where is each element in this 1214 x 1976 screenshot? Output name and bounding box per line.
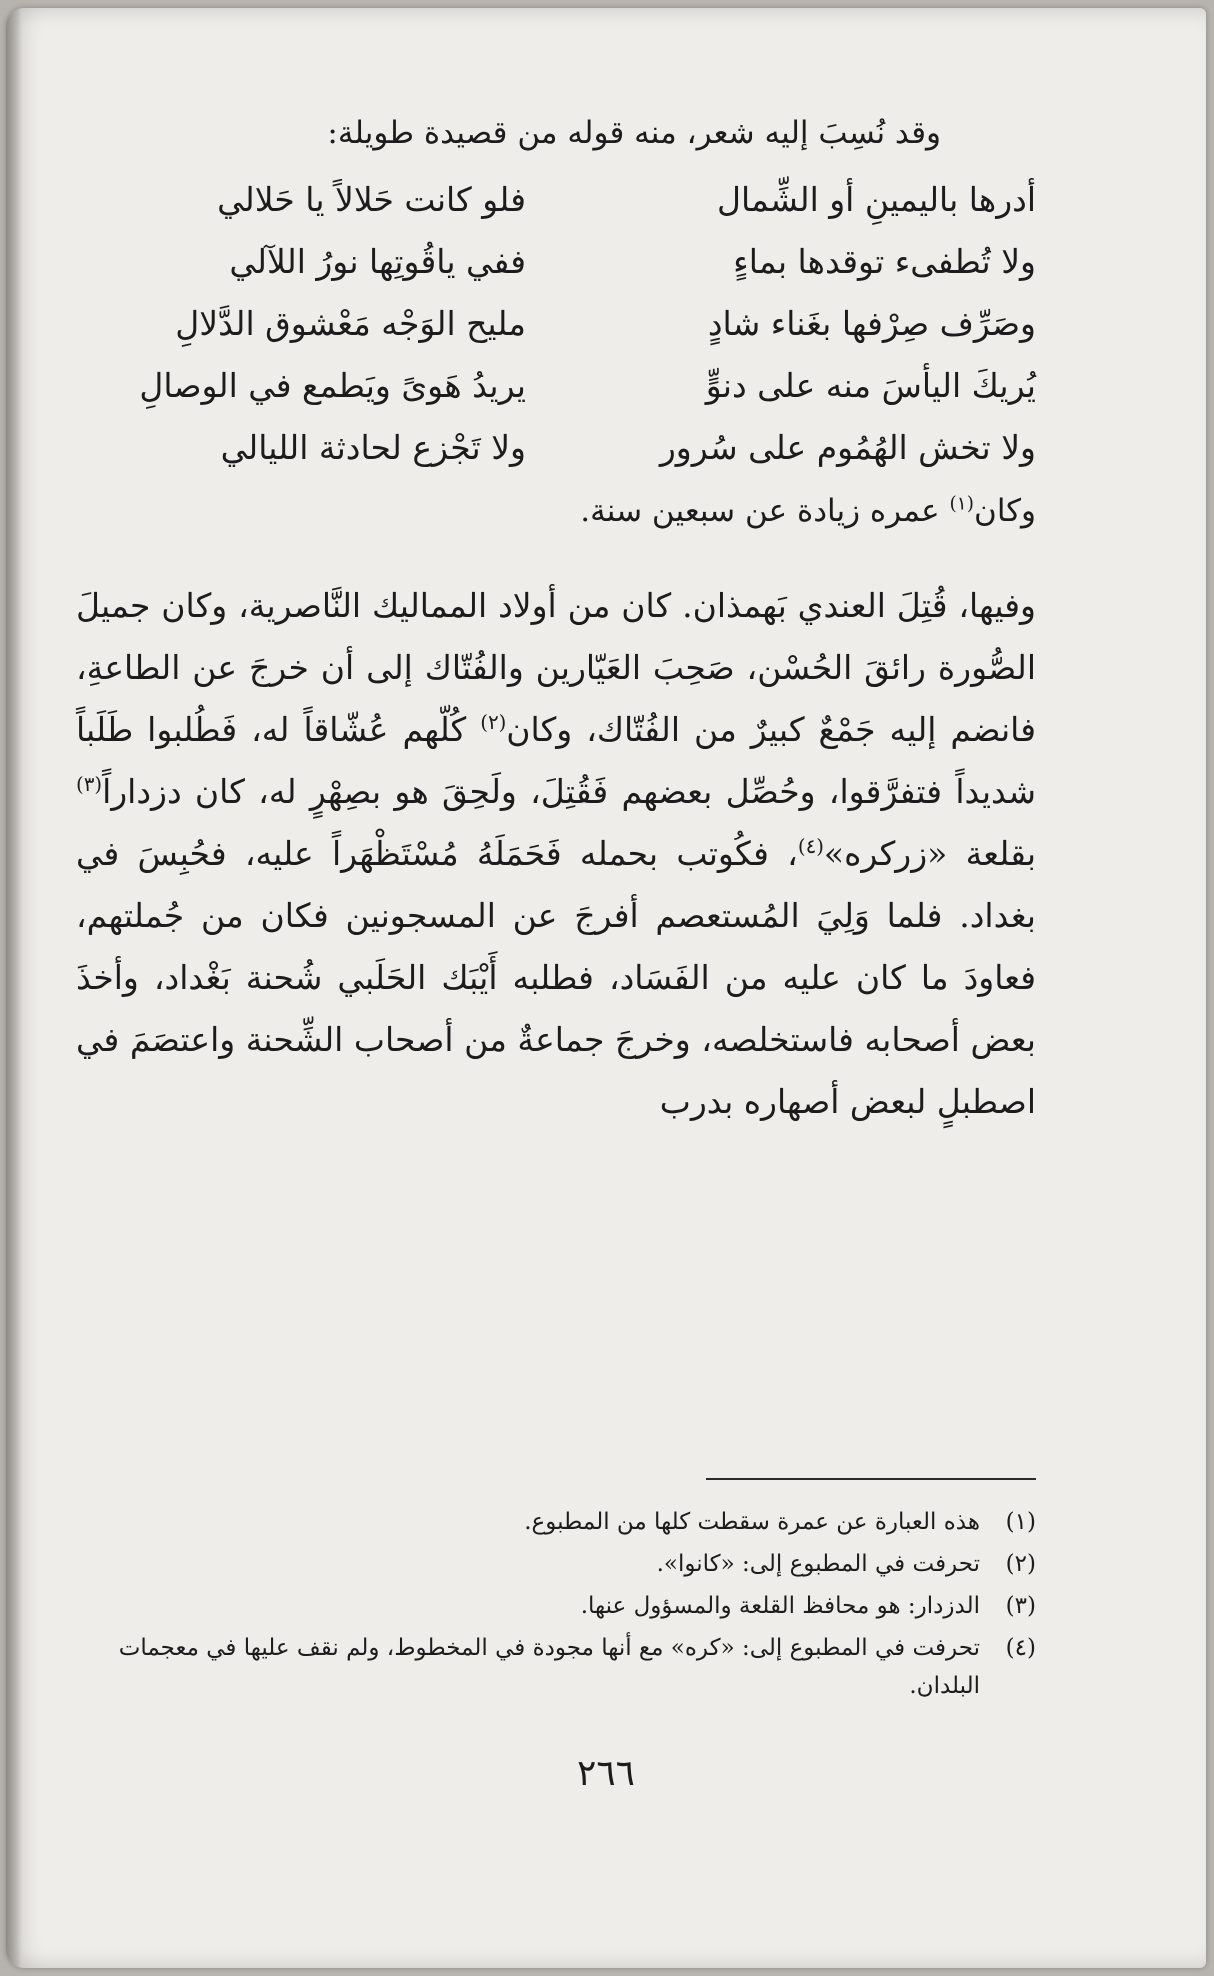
prose-part-1: وفيها، قُتِلَ العندي بَهمذان. كان من أولاد المماليك النَّاصرية، وكان جميلَ الصُّورة رائقَ الحُسْن، صَحِبَ العَيّارين والفُتّاك إلى أن خرجَ عن الطاعةِ، فانضم إليه جَمْعٌ كبيرٌ من الفُتّاك، وكان <box>76 586 1036 749</box>
closing-before: وكان <box>974 493 1036 529</box>
footnote-ref-2: (٢) <box>480 711 507 734</box>
footnote-ref-1: (١) <box>949 493 975 515</box>
poem-line-1-second: فلو كانت حَلالاً يا حَلالي <box>217 180 526 219</box>
prose-part-2: كُلّهم عُشّاقاً له، فَطُلبوا طَلَباً شديداً فتفرَّقوا، وحُصِّل بعضهم فَقُتِلَ، ولَحِقَ هو بصِهْرٍ له، كان دزداراً <box>76 710 1036 811</box>
poem-line-2-second: ففي ياقُوتِها نورُ اللآلي <box>229 242 526 281</box>
book-page <box>6 8 1206 1968</box>
poem-line-4-first: يُريكَ اليأسَ منه على دنوٍّ <box>705 366 1036 405</box>
footnote-ref-4: (٤) <box>797 835 824 858</box>
poem-line-5-first: ولا تخش الهُمُوم على سُرور <box>659 428 1036 467</box>
footnote-2 <box>76 1545 1036 1583</box>
footnote-ref-3: (٣) <box>76 773 103 796</box>
footnote-1 <box>76 1503 1036 1541</box>
footnote-number: (٢) <box>1005 1551 1036 1577</box>
prose-paragraph <box>76 575 1036 1133</box>
footnotes <box>76 1503 1036 1709</box>
prose-part-4: ، فكُوتب بحمله فَحَمَلَهُ مُسْتَظْهَراً عليه، فحُبِسَ في بغداد. فلما وَلِيَ المُستعصم أفرجَ عن المسجونين فكان من جُملتهم، فعاودَ ما كان عليه من الفَسَاد، فطلبه أَيْبَك الحَلَبي شُحنة بَغْداد، وأخذَ بعض أصحابه فاستخلصه، وخرجَ جماعةٌ من أصحاب الشِّحنة واعتصَمَ في اصطبلٍ لبعض أصهاره بدرب <box>76 834 1036 1121</box>
footnote-4 <box>76 1629 1036 1705</box>
poem <box>76 169 1036 479</box>
footnote-number: (٤) <box>1005 1635 1036 1661</box>
closing-after: عمره زيادة عن سبعين سنة. <box>580 493 950 529</box>
poem-line-2-first: ولا تُطفىء توقدها بماءٍ <box>733 242 1036 281</box>
prose-part-3: بقلعة «زركره» <box>823 834 1037 873</box>
page-number: ٢٦٦ <box>576 1753 635 1794</box>
footnote-number: (٣) <box>1005 1593 1036 1619</box>
footnote-text: تحرفت في المطبوع إلى: «كره» مع أنها مجودة في المخطوط، ولم نقف عليها في معجمات البلدان. <box>118 1635 980 1699</box>
poem-line-5-second: ولا تَجْزع لحادثة الليالي <box>220 428 526 467</box>
poem-line-3-first: وصَرِّف صِرْفها بغَناء شادٍ <box>707 304 1036 343</box>
main-text <box>76 103 1037 1699</box>
footnote-text: تحرفت في المطبوع إلى: «كانوا». <box>656 1551 980 1577</box>
poem-intro: وقد نُسِبَ إليه شعر، منه قوله من قصيدة طويلة: <box>327 115 941 151</box>
footnote-3 <box>76 1587 1036 1625</box>
footnote-divider <box>706 1478 1036 1480</box>
page-gutter-shadow <box>6 8 22 1968</box>
poem-closing <box>76 481 1036 541</box>
footnote-text: هذه العبارة عن عمرة سقطت كلها من المطبوع. <box>524 1509 980 1535</box>
poem-line-1-first: أدرها باليمينِ أو الشِّمال <box>716 180 1036 219</box>
footnote-number: (١) <box>1005 1509 1036 1535</box>
poem-line-3-second: مليح الوَجْه مَعْشوق الدَّلالِ <box>175 304 526 343</box>
poem-line-4-second: يريدُ هَوىً ويَطمع في الوصالِ <box>139 366 526 405</box>
footnote-text: الدزدار: هو محافظ القلعة والمسؤول عنها. <box>580 1593 980 1619</box>
